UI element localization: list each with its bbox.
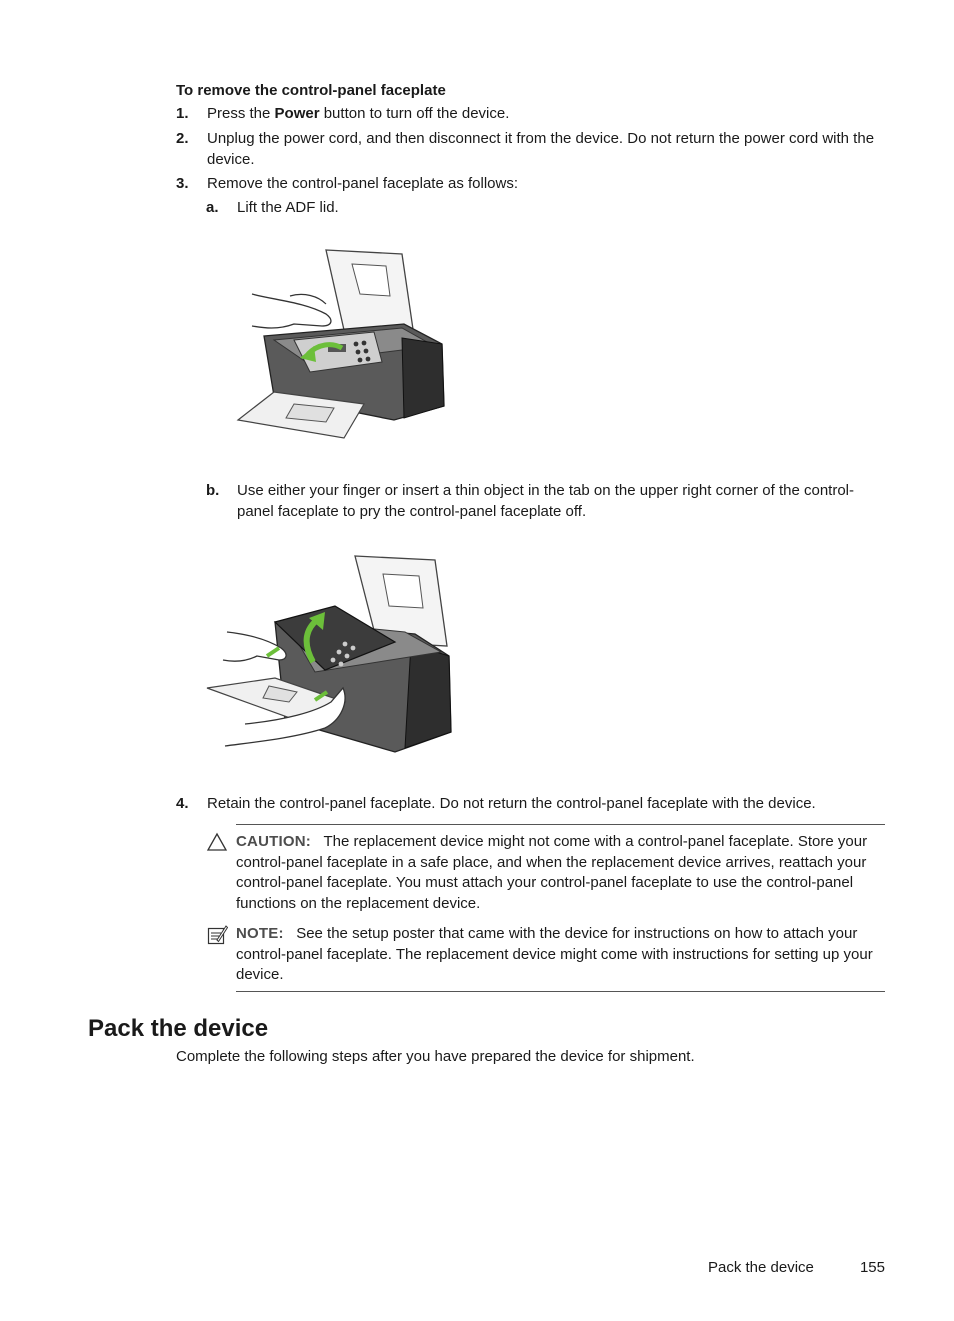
substep-letter: b.: [206, 482, 220, 499]
step-text: [207, 104, 886, 125]
substep-text: Lift the ADF lid.: [237, 199, 339, 216]
figure-lift-adf-lid: [234, 244, 450, 444]
figure-pry-faceplate: [205, 552, 455, 756]
note-block: [206, 924, 886, 988]
substep-letter: a.: [206, 199, 219, 216]
step-4: [176, 794, 886, 815]
caution-text: [236, 832, 886, 914]
admonition-top-rule: [236, 824, 885, 825]
step-number: 3.: [176, 175, 189, 192]
substep-b: [206, 481, 886, 523]
step-2: [176, 129, 886, 171]
device-illustration: [205, 552, 455, 756]
step-text: Remove the control-panel faceplate as follows:: [207, 175, 519, 192]
step-text: Unplug the power cord, and then disconnect it from the device. Do not return the power cord with the device.: [207, 130, 875, 168]
substep-a: [206, 198, 886, 219]
step-number: 1.: [176, 105, 189, 122]
admonition-bottom-rule: [236, 991, 885, 992]
page-number: 155: [859, 1259, 885, 1276]
step-text-part: Press the: [207, 105, 275, 122]
device-illustration: [234, 244, 450, 444]
footer-title: Pack the device: [708, 1259, 814, 1276]
step-text: Retain the control-panel faceplate. Do not return the control-panel faceplate with the device.: [207, 795, 816, 812]
substep-text: Use either your finger or insert a thin object in the tab on the upper right corner of the control-panel faceplate to pry the control-panel faceplate off.: [237, 482, 855, 520]
power-term: Power: [274, 105, 320, 122]
step-3: [176, 174, 886, 195]
caution-label: CAUTION:: [236, 833, 311, 850]
note-text: [236, 924, 886, 986]
step-number: 2.: [176, 130, 189, 147]
caution-triangle-icon: [206, 832, 228, 854]
section-intro: Complete the following steps after you have prepared the device for shipment.: [176, 1048, 695, 1065]
note-pad-icon: [206, 924, 228, 946]
step-1: [176, 104, 886, 125]
note-label: NOTE:: [236, 925, 284, 942]
note-body: See the setup poster that came with the device for instructions on how to attach your control-panel faceplate. The replacement device might come with instructions for setting up your device.: [236, 925, 873, 983]
section-title: Pack the device: [88, 1015, 269, 1042]
caution-body: The replacement device might not come with a control-panel faceplate. Store your control-panel faceplate in a safe place, and when the replacement device arrives, reattach your control-panel faceplate. You must attach your control-panel faceplate to use the control-panel functions on the replacement device.: [236, 833, 868, 912]
procedure-title: To remove the control-panel faceplate: [176, 82, 446, 99]
caution-block: [206, 832, 886, 916]
step-number: 4.: [176, 795, 189, 812]
step-text-part: button to turn off the device.: [319, 105, 510, 122]
